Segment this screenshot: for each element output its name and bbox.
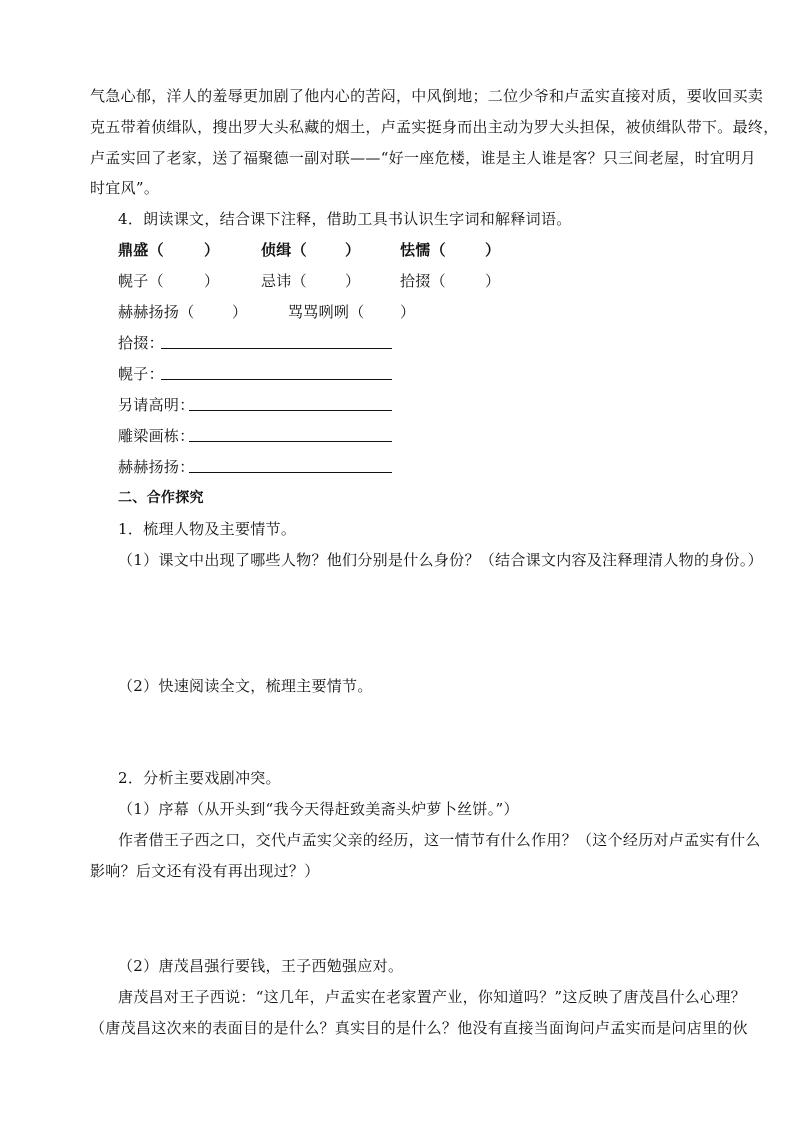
question-text: 唐茂昌对王子西说：“这几年，卢孟实在老家置产业，你知道吗？”这反映了唐茂昌什么心理？ (118, 988, 746, 1006)
definition-label: 另请高明： (118, 396, 195, 414)
definition-label: 幌子： (118, 365, 164, 383)
section-heading: 二、合作探究 (118, 490, 204, 506)
question-text: （唐茂昌这次来的表面目的是什么？真实目的是什么？他没有直接当面询问卢孟实而是问店里的伙 (90, 1019, 748, 1037)
question-item: （1）序幕（从开头到“我今天得赶致美斋头炉萝卜丝饼。”） (118, 800, 519, 818)
vocab-bracket: ） (400, 303, 416, 321)
vocab-bracket: ） (345, 272, 361, 290)
vocab-word: 赫赫扬扬（ (118, 303, 195, 321)
vocab-word: 侦缉（ (261, 241, 307, 259)
answer-line[interactable] (189, 410, 392, 411)
definition-label: 赫赫扬扬： (118, 458, 195, 476)
question-text: 影响？后文还有没有再出现过？） (90, 862, 320, 880)
question-title: 1．梳理人物及主要情节。 (118, 520, 297, 538)
vocab-word: 怯懦（ (400, 241, 446, 259)
definition-label: 雕梁画栋： (118, 427, 195, 445)
paragraph-line: 克五带着侦缉队，搜出罗大头私藏的烟土，卢孟实挺身而出主动为罗大头担保，被侦缉队带下。最终， (90, 118, 779, 136)
task4-title: 4．朗读课文，结合课下注释，借助工具书认识生字词和解释词语。 (118, 210, 572, 228)
answer-line[interactable] (161, 379, 392, 380)
paragraph-line: 卢孟实回了老家，送了福聚德一副对联——“好一座危楼，谁是主人谁是客？只三间老屋，时宜明月 (90, 149, 756, 167)
answer-line[interactable] (189, 441, 392, 442)
answer-line[interactable] (189, 472, 392, 473)
vocab-word: 幌子（ (118, 272, 164, 290)
question-item: （2）唐茂昌强行要钱，王子西勉强应对。 (118, 957, 404, 975)
vocab-bracket: ） (232, 303, 248, 321)
answer-line[interactable] (161, 348, 392, 349)
vocab-word: 忌讳（ (261, 272, 307, 290)
vocab-word: 拾掇（ (400, 272, 446, 290)
paragraph-line: 时宜风”。 (90, 179, 160, 197)
vocab-bracket: ） (204, 241, 220, 259)
vocab-bracket: ） (204, 272, 220, 290)
question-text: 作者借王子西之口，交代卢孟实父亲的经历，这一情节有什么作用？（这个经历对卢孟实有什么 (118, 831, 761, 849)
question-item: （2）快速阅读全文，梳理主要情节。 (118, 677, 373, 695)
question-item: （1）课文中出现了哪些人物？他们分别是什么身份？（结合课文内容及注释理清人物的身份。） (118, 551, 763, 569)
vocab-word: 骂骂咧咧（ (288, 303, 365, 321)
paragraph-line: 气急心郁，洋人的羞辱更加剧了他内心的苦闷，中风倒地；二位少爷和卢孟实直接对质，要收回买卖 (90, 87, 764, 105)
vocab-bracket: ） (345, 241, 361, 259)
vocab-bracket: ） (485, 272, 501, 290)
vocab-word: 鼎盛（ (118, 241, 164, 259)
question-title: 2．分析主要戏剧冲突。 (118, 769, 281, 787)
definition-label: 拾掇： (118, 334, 164, 352)
vocab-bracket: ） (485, 241, 501, 259)
